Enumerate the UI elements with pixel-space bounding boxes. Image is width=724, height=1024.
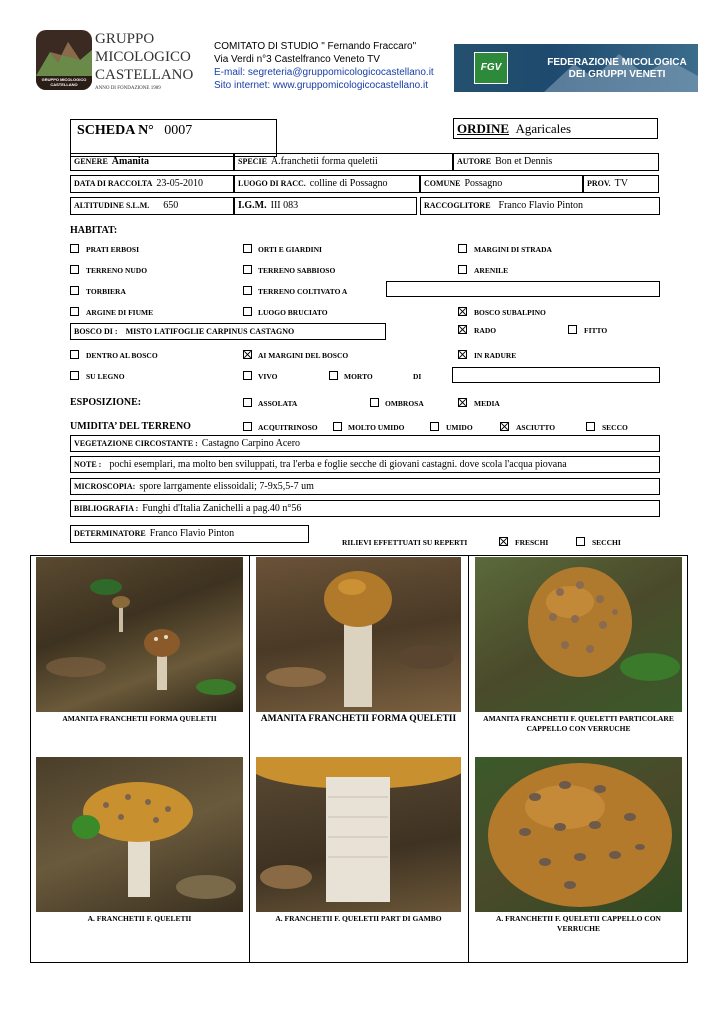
altitudine-value: 650: [163, 200, 179, 211]
margini-bosco-checkbox[interactable]: [243, 350, 252, 359]
bosco-subalpino-label: BOSCO SUBALPINO: [474, 308, 546, 317]
photo-mushroom-3: [475, 557, 682, 712]
raccoglitore-value: Franco Flavio Pinton: [498, 200, 583, 211]
grid-divider-1: [249, 555, 250, 963]
note-label: NOTE :: [74, 460, 102, 469]
committee-address: Via Verdi n°3 Castelfranco Veneto TV: [214, 54, 380, 65]
mushroom-warts-image: [475, 757, 682, 912]
note-field: [70, 456, 660, 473]
luogo-bruciato-checkbox[interactable]: [243, 307, 252, 316]
photo-mushroom-5: [256, 757, 461, 912]
media-label: MEDIA: [474, 399, 500, 408]
comune-value: Possagno: [464, 178, 503, 189]
ordine-field: [453, 118, 658, 139]
altitudine-label: ALTITUDINE S.L.M.: [74, 201, 150, 210]
umido-checkbox[interactable]: [430, 422, 439, 431]
photo-mushroom-4: [36, 757, 243, 912]
bosco-di-field: [70, 323, 386, 340]
microscopia-value: spore larrgamente elissoidali; 7-9x5,5-7 um: [139, 481, 314, 492]
argine-fiume-label: ARGINE DI FIUME: [86, 308, 154, 317]
bosco-di-value: MISTO LATIFOGLIE CARPINUS CASTAGNO: [125, 327, 295, 336]
bibliografia-label: BIBLIOGRAFIA :: [74, 504, 139, 513]
autore-value: Bon et Dennis: [495, 156, 553, 167]
molto-umido-checkbox[interactable]: [333, 422, 342, 431]
comune-label: COMUNE: [424, 179, 461, 188]
di-label: DI: [413, 372, 422, 381]
mushroom-side-image: [256, 557, 461, 712]
committee-email[interactable]: E-mail: segreteria@gruppomicologicocastellano.it: [214, 67, 434, 78]
habitat-title: HABITAT:: [70, 225, 118, 236]
mushroom-whole-image: [36, 757, 243, 912]
microscopia-field: [70, 478, 660, 495]
genere-label: GENERE: [74, 157, 108, 166]
asciutto-checkbox[interactable]: [500, 422, 509, 431]
prov-field: [583, 175, 659, 193]
prati-erbosi-checkbox[interactable]: [70, 244, 79, 253]
terreno-nudo-label: TERRENO NUDO: [86, 266, 148, 275]
assolata-label: ASSOLATA: [258, 399, 298, 408]
federation-banner: [454, 44, 698, 92]
morto-label: MORTO: [344, 372, 373, 381]
logo-line-3: CASTELLANO: [95, 67, 194, 83]
margini-strada-checkbox[interactable]: [458, 244, 467, 253]
umido-label: UMIDO: [446, 423, 473, 432]
vegetazione-value: Castagno Carpino Acero: [201, 438, 301, 449]
media-checkbox[interactable]: [458, 398, 467, 407]
terreno-coltivato-input[interactable]: [386, 281, 660, 297]
ombrosa-checkbox[interactable]: [370, 398, 379, 407]
caption-photo-1: AMANITA FRANCHETII FORMA QUELETII: [62, 714, 217, 723]
secchi-label: SECCHI: [592, 538, 621, 547]
autore-label: AUTORE: [457, 157, 492, 166]
secchi-checkbox[interactable]: [576, 537, 585, 546]
photo-mushroom-1: [36, 557, 243, 712]
in-radure-label: IN RADURE: [474, 351, 517, 360]
freschi-label: FRESCHI: [515, 538, 549, 547]
terreno-nudo-checkbox[interactable]: [70, 265, 79, 274]
freschi-checkbox[interactable]: [499, 537, 508, 546]
caption-photo-5: A. FRANCHETII F. QUELETII PART DI GAMBO: [275, 914, 442, 923]
photo-mushroom-6: [475, 757, 682, 912]
logo-gruppo: [36, 30, 92, 90]
caption-photo-3: AMANITA FRANCHETII F. QUELETTI PARTICOLARE CAPPELLO CON VERRUCHE: [483, 714, 674, 733]
bibliografia-field: [70, 500, 660, 517]
committee-name: COMITATO DI STUDIO " Fernando Fraccaro": [214, 41, 417, 52]
altitudine-field: [70, 197, 234, 215]
ordine-label: ORDINE: [457, 121, 510, 136]
mushroom-habitat-image: [36, 557, 243, 712]
caption-photo-4: A. FRANCHETII F. QUELETII: [87, 914, 192, 923]
dentro-bosco-label: DENTRO AL BOSCO: [86, 351, 158, 360]
determinatore-label: DETERMINATORE: [74, 529, 146, 538]
vivo-checkbox[interactable]: [243, 371, 252, 380]
bosco-di-label: BOSCO DI :: [74, 327, 118, 336]
mushroom-cap-closeup-image: [475, 557, 682, 712]
molto-umido-label: MOLTO UMIDO: [348, 423, 405, 432]
margini-strada-label: MARGINI DI STRADA: [474, 245, 552, 254]
acquitrinoso-label: ACQUITRINOSO: [258, 423, 318, 432]
arenile-checkbox[interactable]: [458, 265, 467, 274]
terreno-sabbioso-label: TERRENO SABBIOSO: [258, 266, 336, 275]
ordine-value: Agaricales: [515, 121, 572, 136]
legno-di-input[interactable]: [452, 367, 660, 383]
torbiera-checkbox[interactable]: [70, 286, 79, 295]
photo-mushroom-2: [256, 557, 461, 712]
bosco-subalpino-checkbox[interactable]: [458, 307, 467, 316]
umidita-title: UMIDITA’ DEL TERRENO: [70, 421, 191, 432]
vegetazione-field: [70, 435, 660, 452]
rado-checkbox[interactable]: [458, 325, 467, 334]
dentro-bosco-checkbox[interactable]: [70, 350, 79, 359]
specie-field: [234, 153, 453, 171]
rado-label: RADO: [474, 326, 497, 335]
comune-field: [420, 175, 583, 193]
arenile-label: ARENILE: [474, 266, 509, 275]
federation-title-line-2: DEI GRUPPI VENETI: [568, 69, 666, 80]
vivo-label: VIVO: [258, 372, 278, 381]
logo-badge-text: GRUPPO MICOLOGICO CASTELLANO: [41, 77, 87, 87]
terreno-coltivato-label: TERRENO COLTIVATO A: [258, 287, 348, 296]
logo-line-2: MICOLOGICO: [95, 49, 191, 65]
secco-label: SECCO: [602, 423, 628, 432]
specie-label: SPECIE: [238, 157, 267, 166]
raccoglitore-field: [420, 197, 660, 215]
founded-text: ANNO DI FONDAZIONE 1989: [95, 86, 161, 91]
genere-field: [70, 153, 234, 171]
note-value: pochi esemplari, ma molto ben sviluppati, tra l'erba e foglie secche di giovani castagni. dove scola l'acqua piovana: [109, 459, 567, 470]
terreno-coltivato-checkbox[interactable]: [243, 286, 252, 295]
fgv-logo-text: FGV: [480, 62, 502, 73]
igm-field: [234, 197, 417, 215]
grid-divider-2: [468, 555, 469, 963]
mushroom-stem-image: [256, 757, 461, 912]
fgv-logo: [474, 52, 508, 84]
vegetazione-label: VEGETAZIONE CIRCOSTANTE :: [74, 439, 198, 448]
igm-value: III 083: [270, 200, 299, 211]
in-radure-checkbox[interactable]: [458, 350, 467, 359]
esposizione-title: ESPOSIZIONE:: [70, 397, 142, 408]
prov-value: TV: [614, 178, 628, 189]
orti-giardini-checkbox[interactable]: [243, 244, 252, 253]
ombrosa-label: OMBROSA: [385, 399, 424, 408]
torbiera-label: TORBIERA: [86, 287, 126, 296]
caption-photo-6: A. FRANCHETII F. QUELETII CAPPELLO CON VERRUCHE: [496, 914, 661, 933]
morto-checkbox[interactable]: [329, 371, 338, 380]
autore-field: [453, 153, 659, 171]
asciutto-label: ASCIUTTO: [516, 423, 556, 432]
data-raccolta-field: [70, 175, 234, 193]
scheda-field: [70, 119, 277, 157]
fitto-label: FITTO: [584, 326, 608, 335]
logo-title: [95, 30, 193, 84]
federation-title-line-1: FEDERAZIONE MICOLOGICA: [547, 57, 687, 68]
orti-giardini-label: ORTI E GIARDINI: [258, 245, 322, 254]
determinatore-field: [70, 525, 309, 543]
luogo-bruciato-label: LUOGO BRUCIATO: [258, 308, 328, 317]
bibliografia-value: Funghi d'Italia Zanichelli a pag.40 n°56: [142, 503, 302, 514]
prati-erbosi-label: PRATI ERBOSI: [86, 245, 139, 254]
su-legno-label: SU LEGNO: [86, 372, 125, 381]
margini-bosco-label: AI MARGINI DEL BOSCO: [258, 351, 349, 360]
luogo-racc-field: [234, 175, 420, 193]
prov-label: PROV.: [587, 179, 611, 188]
specie-value: A.franchetii forma queletii: [270, 156, 378, 167]
scheda-label: SCHEDA N°: [77, 123, 154, 138]
caption-photo-2: AMANITA FRANCHETII FORMA QUELETII: [260, 714, 457, 724]
acquitrinoso-checkbox[interactable]: [243, 422, 252, 431]
data-raccolta-label: DATA DI RACCOLTA: [74, 179, 153, 188]
federation-title: [542, 57, 692, 81]
genere-value: Amanita: [111, 156, 150, 167]
scheda-value: 0007: [164, 123, 193, 138]
microscopia-label: MICROSCOPIA:: [74, 482, 136, 491]
secco-checkbox[interactable]: [586, 422, 595, 431]
logo-line-1: GRUPPO: [95, 31, 155, 47]
rilievi-label: RILIEVI EFFETTUATI SU REPERTI: [342, 538, 468, 547]
igm-label: I.G.M.: [238, 200, 267, 211]
argine-fiume-checkbox[interactable]: [70, 307, 79, 316]
assolata-checkbox[interactable]: [243, 398, 252, 407]
committee-info: [214, 40, 434, 92]
luogo-racc-label: LUOGO DI RACC.: [238, 179, 306, 188]
su-legno-checkbox[interactable]: [70, 371, 79, 380]
data-raccolta-value: 23-05-2010: [156, 178, 204, 189]
luogo-racc-value: colline di Possagno: [309, 178, 388, 189]
fitto-checkbox[interactable]: [568, 325, 577, 334]
terreno-sabbioso-checkbox[interactable]: [243, 265, 252, 274]
determinatore-value: Franco Flavio Pinton: [149, 528, 235, 539]
raccoglitore-label: RACCOGLITORE: [424, 201, 491, 210]
committee-website[interactable]: Sito internet: www.gruppomicologicocastellano.it: [214, 80, 428, 91]
